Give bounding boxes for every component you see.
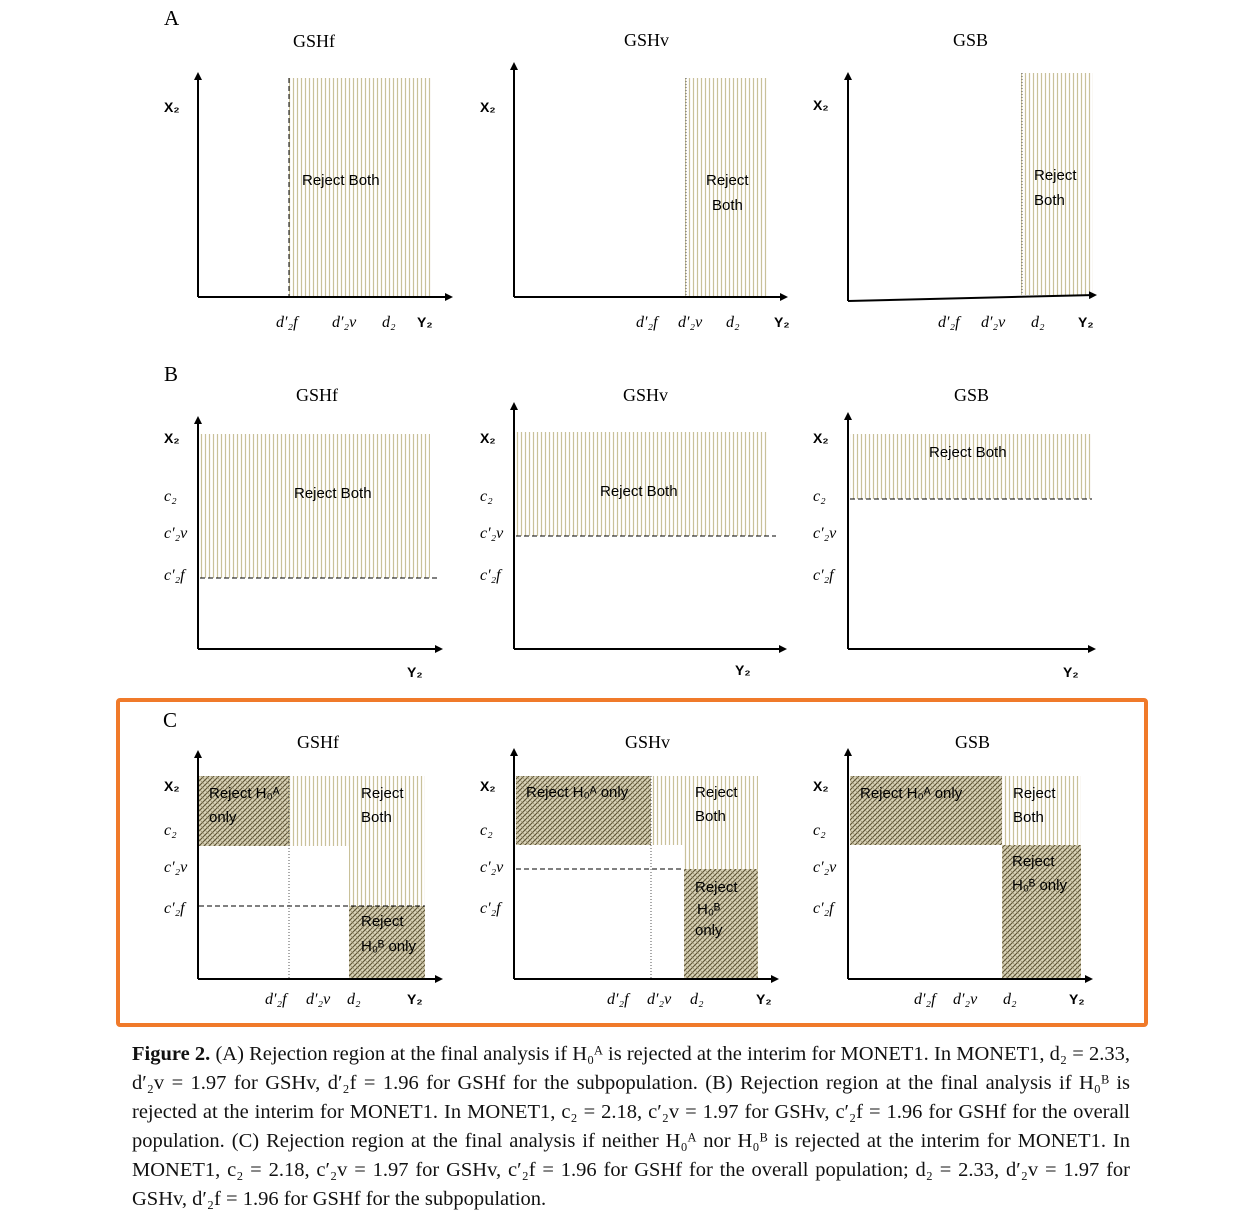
x-tick-d2v: d′₂v: [647, 991, 672, 1008]
panel-title: GSHf: [297, 732, 340, 752]
row-label-b: B: [164, 362, 179, 386]
y-axis-label: X₂: [813, 778, 829, 794]
region-label: Reject Both: [929, 444, 1007, 461]
region-label-both-line1: Reject: [361, 785, 404, 802]
x-tick-d2v: d′₂v: [678, 314, 703, 331]
x-tick-d2v: d′₂v: [306, 991, 331, 1008]
caption-text: (A) Rejection region at the final analysis if H₀ᴬ is rejected at the interim for MONET1. In MONET1, d₂ = 2.33, d′₂v = 1.97 for GSHv, d′₂f = 1.96 for GSHf for the subpopulation. (B) Rejection region at the final analysis if H₀ᴮ is rejected at the interim for MONET1. In MONET1, c₂ = 2.18, c′₂v = 1.97 for GSHv, c′₂f = 1.96 for GSHf for the overall population. (C) Rejection region at the final analysis if neither H₀ᴬ nor H₀ᴮ is rejected at the interim for MONET1. In MONET1, c₂ = 2.18, c′₂v = 1.97 for GSHv, c′₂f = 1.96 for GSHf for the overall population; d₂ = 2.33, d′₂v = 1.97 for GSHv, d′₂f = 1.96 for GSHf for the subpopulation.: [132, 1043, 1130, 1210]
x-axis-label: Y₂: [1069, 991, 1085, 1007]
region-label-b-line1: Reject: [695, 879, 738, 896]
panel-b-gsb: [813, 385, 1094, 680]
region-label-a-line2: only: [209, 809, 237, 826]
region-label-a-line1: Reject H₀ᴬ: [209, 785, 280, 802]
x-tick-d2: d₂: [1031, 314, 1045, 331]
y-tick-c2v: c′₂v: [164, 525, 188, 542]
region-label-line2: Both: [1034, 192, 1065, 209]
panel-c-gshf: [164, 732, 441, 1008]
x-tick-d2v: d′₂v: [953, 991, 978, 1008]
panel-c-gshv: [480, 732, 777, 1008]
x-axis-label: Y₂: [774, 314, 790, 330]
blank-cell: [651, 845, 684, 869]
panel-title: GSHf: [296, 385, 339, 405]
x-tick-d2: d₂: [726, 314, 740, 331]
x-tick-d2f: d′₂f: [938, 314, 960, 331]
region-label-a: Reject H₀ᴬ only: [526, 784, 629, 801]
y-tick-c2: c₂: [164, 822, 177, 839]
region-label-both-line1: Reject: [695, 784, 738, 801]
panel-a-gshv: [480, 30, 790, 331]
region-label-both-line1: Reject: [1013, 785, 1056, 802]
y-tick-c2f: c′₂f: [813, 567, 834, 584]
y-tick-c2f: c′₂f: [480, 567, 501, 584]
panel-b-gshv: [480, 385, 785, 678]
panel-title: GSHv: [625, 732, 671, 752]
y-tick-c2v: c′₂v: [480, 525, 504, 542]
x-tick-d2v: d′₂v: [332, 314, 357, 331]
figure-caption: [132, 1040, 1130, 1214]
x-axis-label: Y₂: [735, 662, 751, 678]
panel-b-gshf: [164, 385, 441, 680]
y-axis-label: X₂: [164, 778, 180, 794]
x-tick-d2v: d′₂v: [981, 314, 1006, 331]
y-tick-c2f: c′₂f: [480, 900, 501, 917]
y-axis-label: X₂: [480, 430, 496, 446]
region-label-both-line2: Both: [695, 808, 726, 825]
region-label-both-line2: Both: [1013, 809, 1044, 826]
y-tick-c2: c₂: [813, 488, 826, 505]
y-tick-c2: c₂: [480, 488, 493, 505]
panel-a-gshf: [164, 31, 451, 331]
region-label-b-line1: Reject: [1012, 853, 1055, 870]
row-label-a: A: [164, 6, 180, 30]
y-tick-c2f: c′₂f: [164, 900, 185, 917]
reject-both-region: [1021, 73, 1093, 295]
y-axis-label: X₂: [813, 430, 829, 446]
region-label-line2: Both: [712, 197, 743, 214]
region-label-a: Reject H₀ᴬ only: [860, 785, 963, 802]
panel-title: GSB: [954, 385, 990, 405]
y-axis-label: X₂: [480, 778, 496, 794]
x-tick-d2f: d′₂f: [607, 991, 629, 1008]
region-label: Reject Both: [600, 483, 678, 500]
row-label-c: C: [163, 708, 178, 732]
x-tick-d2: d₂: [347, 991, 361, 1008]
region-label: Reject Both: [294, 485, 372, 502]
y-tick-c2f: c′₂f: [164, 567, 185, 584]
reject-both-region: [200, 434, 430, 578]
x-tick-d2f: d′₂f: [265, 991, 287, 1008]
y-tick-c2v: c′₂v: [813, 859, 837, 876]
panel-title: GSHv: [623, 385, 669, 405]
x-tick-d2f: d′₂f: [276, 314, 298, 331]
region-label-both-line2: Both: [361, 809, 392, 826]
x-axis-label: Y₂: [407, 991, 423, 1007]
x-axis-label: Y₂: [1063, 664, 1079, 680]
x-axis-label: Y₂: [756, 991, 772, 1007]
x-tick-d2: d₂: [1003, 991, 1017, 1008]
x-axis: [848, 295, 1095, 301]
region-label-b-line2: H₀ᴮ only: [361, 938, 416, 955]
panel-c-gsb: [813, 732, 1091, 1008]
panel-title: GSHf: [293, 31, 336, 51]
panel-title: GSB: [953, 30, 989, 50]
x-tick-d2f: d′₂f: [636, 314, 658, 331]
panel-title: GSHv: [624, 30, 670, 50]
y-tick-c2v: c′₂v: [164, 859, 188, 876]
x-axis-label: Y₂: [1078, 314, 1094, 330]
y-axis-label: X₂: [164, 99, 180, 115]
region-label-b-line1: Reject: [361, 913, 404, 930]
y-axis-label: X₂: [480, 99, 496, 115]
y-tick-c2: c₂: [480, 822, 493, 839]
caption-label: Figure 2.: [132, 1043, 211, 1065]
blank-cell: [289, 846, 349, 906]
y-tick-c2v: c′₂v: [813, 525, 837, 542]
y-axis-label: X₂: [813, 97, 829, 113]
x-axis-label: Y₂: [417, 314, 433, 330]
region-label-line1: Reject: [1034, 167, 1077, 184]
y-tick-c2: c₂: [813, 822, 826, 839]
region-label-b-line3: only: [695, 922, 723, 939]
panel-title: GSB: [955, 732, 991, 752]
region-label-b-line2: H₀ᴮ only: [1012, 877, 1067, 894]
y-tick-c2: c₂: [164, 488, 177, 505]
x-tick-d2: d₂: [382, 314, 396, 331]
panel-a-gsb: [813, 30, 1095, 331]
x-tick-d2: d₂: [690, 991, 704, 1008]
region-label-b-line2: H₀ᴮ: [697, 901, 721, 918]
region-label-line1: Reject: [706, 172, 749, 189]
region-label: Reject Both: [302, 172, 380, 189]
y-tick-c2v: c′₂v: [480, 859, 504, 876]
x-axis-label: Y₂: [407, 664, 423, 680]
x-tick-d2f: d′₂f: [914, 991, 936, 1008]
y-axis-label: X₂: [164, 430, 180, 446]
y-tick-c2f: c′₂f: [813, 900, 834, 917]
